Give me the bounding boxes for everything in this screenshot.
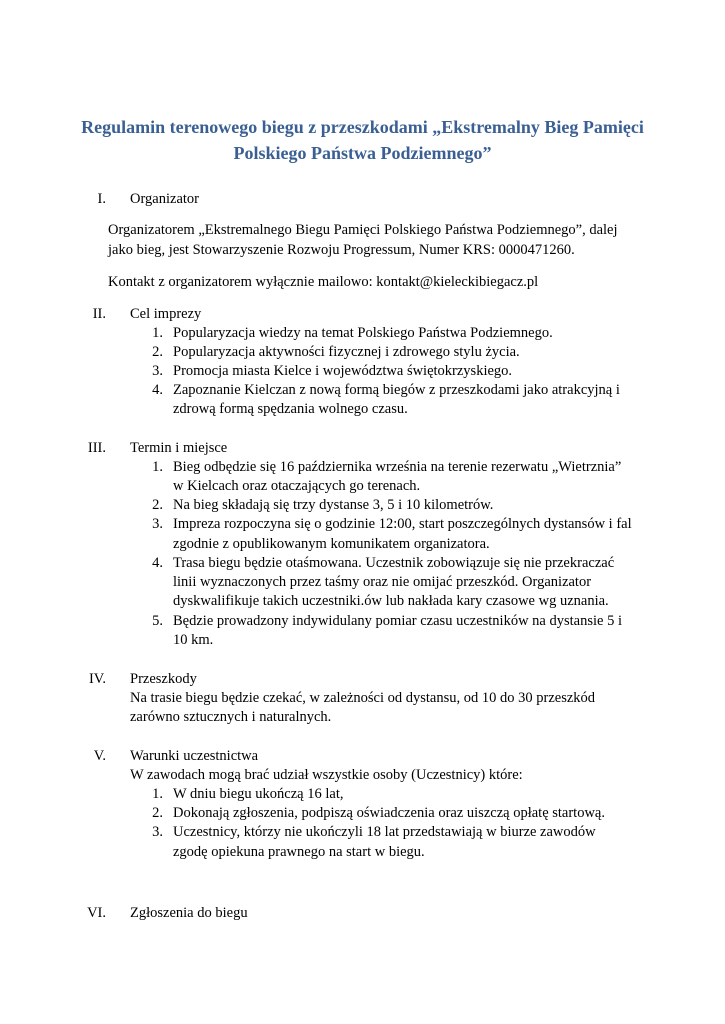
list-item: Popularyzacja aktywności fizycznej i zdrowego stylu życia. <box>173 344 520 360</box>
section-heading-warunki: Warunki uczestnictwa <box>130 748 259 764</box>
section-heading-cel-imprezy: Cel imprezy <box>130 306 202 322</box>
section-numeral: III. <box>87 440 106 456</box>
list-number: 1. <box>152 325 163 341</box>
list-item-continuation: zdrową formą spędzania wolnego czasu. <box>173 401 408 417</box>
paragraph-line: Na trasie biegu będzie czekać, w zależności od dystansu, od 10 do 30 przeszkód <box>130 690 596 706</box>
list-item: Trasa biegu będzie otaśmowana. Uczestnik zobowiązuje się nie przekraczać <box>173 555 615 571</box>
list-item: W dniu biegu ukończą 16 lat, <box>173 786 344 802</box>
list-item-continuation: dyskwalifikuje takich uczestniki.ów lub nakłada kary czasowe wg uznania. <box>173 593 609 609</box>
list-number: 2. <box>152 344 163 360</box>
list-item-continuation: w Kielcach oraz otaczających go terenach. <box>173 478 421 494</box>
title-line-2: Polskiego Państwa Podziemnego” <box>233 143 492 163</box>
paragraph-line: jako bieg, jest Stowarzyszenie Rozwoju Progressum, Numer KRS: 0000471260. <box>108 242 575 258</box>
list-item-continuation: zgodę opiekuna prawnego na start w biegu. <box>173 844 425 860</box>
section-numeral: IV. <box>88 671 106 687</box>
list-number: 2. <box>152 805 163 821</box>
section-heading-zgloszenia: Zgłoszenia do biegu <box>130 905 248 921</box>
list-number: 5. <box>152 613 163 629</box>
title-line-1: Regulamin terenowego biegu z przeszkodami „Ekstremalny Bieg Pamięci <box>81 117 644 137</box>
list-number: 1. <box>152 459 163 475</box>
contact-line: Kontakt z organizatorem wyłącznie mailowo: kontakt@kieleckibiegacz.pl <box>108 274 539 290</box>
list-item-continuation: zgodnie z opublikowanym komunikatem organizatora. <box>173 536 490 552</box>
list-number: 4. <box>152 382 163 398</box>
paragraph-line: zarówno sztucznych i naturalnych. <box>130 709 332 725</box>
list-number: 2. <box>152 497 163 513</box>
list-item: Uczestnicy, którzy nie ukończyli 18 lat przedstawiają w biurze zawodów <box>173 824 596 840</box>
list-item: Na bieg składają się trzy dystanse 3, 5 i 10 kilometrów. <box>173 497 494 513</box>
list-item-continuation: 10 km. <box>173 632 214 648</box>
section-numeral: V. <box>93 748 106 764</box>
list-item: Bieg odbędzie się 16 października września na terenie rezerwatu „Wietrznia” <box>173 459 622 475</box>
section-heading-przeszkody: Przeszkody <box>130 671 197 687</box>
list-item: Impreza rozpoczyna się o godzinie 12:00, start poszczególnych dystansów i fal <box>173 516 632 532</box>
list-item: Popularyzacja wiedzy na temat Polskiego Państwa Podziemnego. <box>173 325 553 341</box>
section-heading-organizator: Organizator <box>130 191 199 207</box>
list-number: 3. <box>152 824 163 840</box>
section-numeral: VI. <box>87 905 106 921</box>
section-numeral: II. <box>92 306 106 322</box>
list-number: 4. <box>152 555 163 571</box>
list-item: Dokonają zgłoszenia, podpiszą oświadczenia oraz uiszczą opłatę startową. <box>173 805 605 821</box>
document-title <box>60 114 665 166</box>
list-item: Promocja miasta Kielce i województwa świętokrzyskiego. <box>173 363 513 379</box>
list-number: 3. <box>152 363 163 379</box>
section-numeral: I. <box>97 191 106 207</box>
list-item: Będzie prowadzony indywidulany pomiar czasu uczestników na dystansie 5 i <box>173 613 622 629</box>
section-heading-termin: Termin i miejsce <box>130 440 228 456</box>
paragraph-line: Organizatorem „Ekstremalnego Biegu Pamięci Polskiego Państwa Podziemnego”, dalej <box>108 222 618 238</box>
list-item: Zapoznanie Kielczan z nową formą biegów z przeszkodami jako atrakcyjną i <box>173 382 620 398</box>
list-number: 3. <box>152 516 163 532</box>
list-number: 1. <box>152 786 163 802</box>
paragraph-line: W zawodach mogą brać udział wszystkie osoby (Uczestnicy) które: <box>130 767 523 783</box>
list-item-continuation: linii wyznaczonych przez taśmy oraz nie omijać przeszkód. Organizator <box>173 574 592 590</box>
